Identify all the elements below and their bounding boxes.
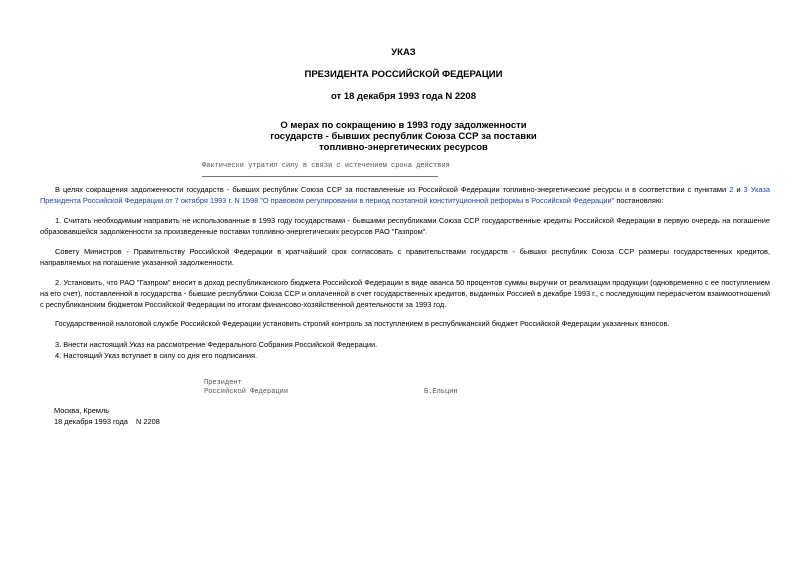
paragraph-4 <box>40 350 770 361</box>
paragraph-2-tax-text: Государственной налоговой службе Российской Федерации установить строгий контроль за поступлением в республиканский бюджет Российской Федерации указанных взносов. <box>55 319 670 328</box>
preamble-text-3: постановляю: <box>614 196 664 205</box>
decree-date-number: от 18 декабря 1993 года N 2208 <box>330 91 476 102</box>
paragraph-3-text: 3. Внести настоящий Указ на рассмотрение Федерального Собрания Российской Федерации. <box>55 340 378 349</box>
link-point-2[interactable]: 2 <box>729 185 734 194</box>
paragraph-2-tax <box>40 318 770 329</box>
signature-role-2: Российской Федерации <box>204 388 289 396</box>
signature-name: Б.Ельцин <box>424 388 458 396</box>
footer-date: 18 декабря 1993 года <box>54 417 128 426</box>
paragraph-2-text: 2. Установить, что РАО "Газпром" вносит в доход республиканского бюджета Российской Федерации в виде аванса 50 процентов суммы выручки от реализации продукции (одновременно с ее поступлением на его счет), поставленной в государства - бывшие республики Союза ССР и оплаченной в счет государственных кредитов, выданных Россией в декабре 1993 г., с последующим перерасчетом взаимоотношений с республиканским бюджетом Российской Федерации по итогам финансово-хозяйственной деятельности за 1993 год. <box>40 278 770 309</box>
footer-number: N 2208 <box>136 417 160 426</box>
paragraph-1-government-text: Совету Министров - Правительству Российской Федерации в кратчайший срок согласовать с правительствами государств - бывших республик Союза ССР размеры государственных кредитов, направляемых на погашение указанной задолженности. <box>40 247 770 267</box>
paragraph-1-text: 1. Считать необходимым направить не использованные в 1993 году государствами - бывшими республиками Союза ССР государственные кредиты Российской Федерации в первую очередь на погашение образовавшейся задолженности за произведенные поставки топливно-энергетических ресурсов РАО "Газпром". <box>40 216 770 236</box>
paragraph-3 <box>40 339 770 350</box>
issuer-heading: ПРЕЗИДЕНТА РОССИЙСКОЙ ФЕДЕРАЦИИ <box>304 69 503 80</box>
paragraph-4-text: 4. Настоящий Указ вступает в силу со дня его подписания. <box>55 351 258 360</box>
preamble-text-2: и <box>733 185 744 194</box>
paragraph-2 <box>40 277 770 310</box>
paragraph-1-government <box>40 246 770 268</box>
signature-role-1: Президент <box>204 379 242 387</box>
title-line-3: топливно-энергетических ресурсов <box>319 142 488 153</box>
title-line-1: О мерах по сокращению в 1993 году задолженности <box>280 120 527 131</box>
decree-heading: УКАЗ <box>391 47 416 58</box>
title-line-2: государств - бывших республик Союза ССР за поставки <box>270 131 537 142</box>
separator-line <box>202 176 438 177</box>
link-decree-1598[interactable]: 3 Указа Президента Российской Федерации от 7 октября 1993 г. N 1598 "О правовом регулировании в период поэтапной конституционной реформы в Российской Федерации" <box>40 185 770 205</box>
preamble-text-1: В целях сокращения задолженности государств - бывших республик Союза ССР за поставленные из Российской Федерации топливно-энергетические ресурсы и в соответствии с пунктами <box>55 185 730 194</box>
status-note: Фактически утратил силу в связи с истечением срока действия <box>202 162 450 170</box>
paragraph-1 <box>40 215 770 237</box>
footer-place: Москва, Кремль <box>54 406 110 415</box>
preamble-paragraph <box>40 184 770 206</box>
